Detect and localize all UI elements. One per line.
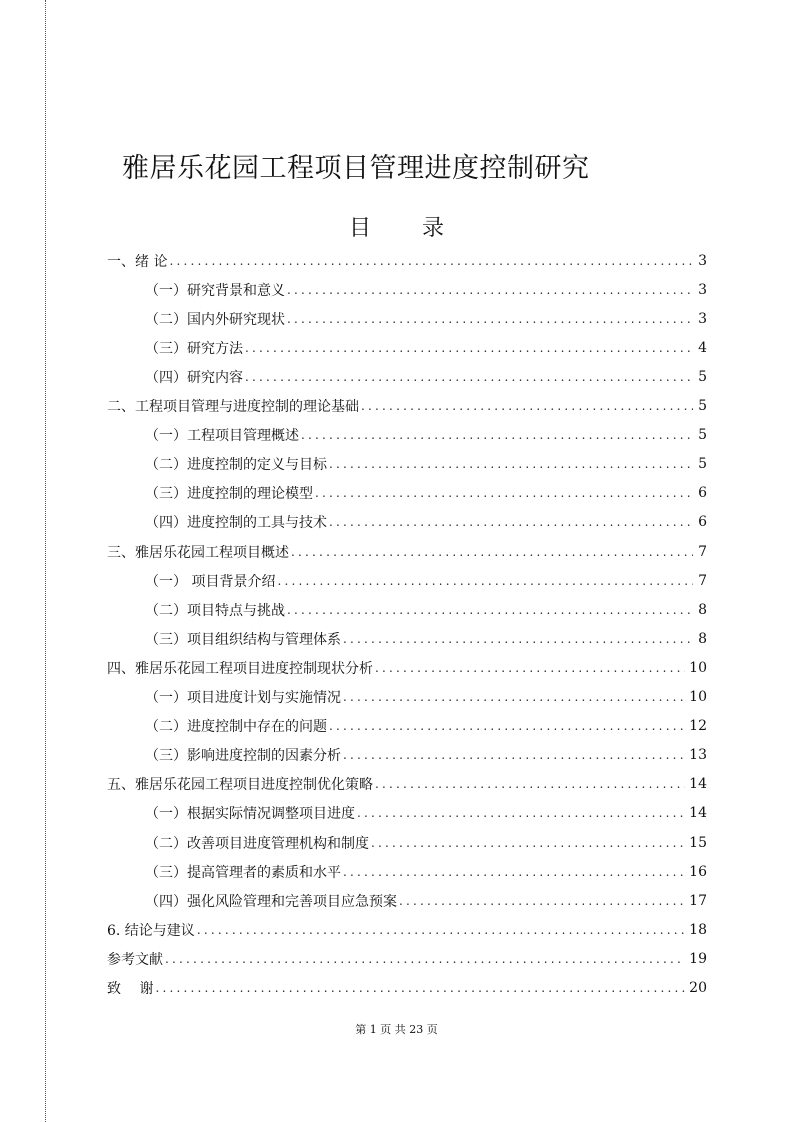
toc-entry[interactable] [107,944,707,973]
toc-entry[interactable] [107,915,707,944]
toc-entry-title: （二）进度控制中存在的问题 [145,719,327,736]
toc-leader-dots [343,689,685,705]
toc-entry-title: （四）研究内容 [145,369,243,386]
toc-entry[interactable] [145,362,707,391]
toc-page-number: 3 [698,281,707,298]
toc-page-number: 7 [698,572,707,589]
toc-leader-dots [287,311,693,327]
toc-page-number: 6 [698,514,707,531]
toc-entry-title: 一、绪 论 [107,253,168,270]
toc-leader-dots [197,922,685,938]
toc-leader-dots [329,456,693,472]
toc-entry-title: （二）改善项目进度管理机构和制度 [145,835,369,852]
toc-entry-title: （三）影响进度控制的因素分析 [145,748,341,765]
toc-leader-dots [375,776,685,792]
toc-entry-title: 参考文献 [107,951,163,968]
toc-leader-dots [155,980,685,996]
toc-page-number: 13 [689,747,707,764]
toc-entry[interactable] [145,304,707,333]
toc-leader-dots [343,864,685,880]
toc-leader-dots [399,893,685,909]
toc-page-number: 20 [689,980,707,996]
toc-page-number: 17 [689,892,707,909]
toc-page-number: 16 [689,863,707,880]
toc-page-number: 8 [698,601,707,618]
toc-page-number: 6 [698,485,707,502]
toc-leader-dots [361,398,693,414]
toc-entry[interactable] [107,537,707,566]
toc-entry-title: （一）根据实际情况调整项目进度 [145,806,355,823]
toc-entry-title: 五、雅居乐花园工程项目进度控制优化策略 [107,777,373,794]
toc-entry[interactable] [145,595,707,624]
toc-entry[interactable] [145,683,707,712]
toc-page-number: 15 [689,834,707,851]
toc-leader-dots [357,805,685,821]
toc-leader-dots [329,514,693,530]
toc-leader-dots [329,718,685,734]
toc-entry-title: （一）研究背景和意义 [145,282,285,299]
toc-entry[interactable] [145,566,707,595]
toc-entry-title: 二、工程项目管理与进度控制的理论基础 [107,399,359,415]
document-title: 雅居乐花园工程项目管理进度控制研究 [122,153,590,184]
toc-page-number: 3 [698,310,707,327]
toc-page-number: 7 [698,543,707,560]
toc-page-number: 5 [698,368,707,385]
toc-leader-dots [343,747,685,763]
toc-leader-dots [287,602,693,618]
toc-entry[interactable] [145,624,707,653]
toc-entry[interactable] [145,275,707,304]
toc-page-number: 19 [689,950,707,967]
toc-leader-dots [245,340,693,356]
toc-entry[interactable] [107,974,707,1003]
toc-page-number: 8 [698,630,707,647]
toc-entry[interactable] [145,886,707,915]
toc-entry-title: （三）提高管理者的素质和水平 [145,864,341,881]
toc-entry-title: （二）进度控制的定义与目标 [145,457,327,474]
toc-entry-title: 致 谢 [107,981,154,997]
toc-entry[interactable] [145,857,707,886]
toc-entry-title: （二）项目特点与挑战 [145,602,285,619]
toc-entry[interactable] [145,828,707,857]
toc-entry[interactable] [107,392,707,421]
toc-page-number: 4 [698,339,707,356]
toc-entry-title: （三）研究方法 [145,340,243,357]
toc-entry[interactable] [145,712,707,741]
toc-page-number: 10 [689,689,707,705]
toc-entry-title: 四、雅居乐花园工程项目进度控制现状分析 [107,660,373,677]
toc-leader-dots [291,544,693,560]
toc-entry-title: （三）进度控制的理论模型 [145,486,313,503]
toc-entry[interactable] [107,246,707,275]
toc-page-number: 5 [698,427,707,444]
toc-leader-dots [315,485,693,501]
toc-entry-title: （二）国内外研究现状 [145,311,285,328]
toc-page-number: 3 [698,252,707,269]
toc-entry[interactable] [145,479,707,508]
toc-leader-dots [371,835,685,851]
toc-entry-title: （四）进度控制的工具与技术 [145,515,327,532]
toc-page-number: 14 [689,776,707,793]
toc-leader-dots [375,660,685,676]
toc-entry-title: 三、雅居乐花园工程项目概述 [107,544,289,561]
toc-entry[interactable] [107,770,707,799]
toc-leader-dots [301,427,693,443]
toc-entry-title: （一） 项目背景介绍 [145,573,276,590]
toc-page-number: 18 [689,921,707,938]
toc-leader-dots [277,573,693,589]
toc-leader-dots [245,369,693,385]
toc-entry[interactable] [145,741,707,770]
toc-entry-title: 6. 结论与建议 [107,922,195,939]
toc-entry[interactable] [145,508,707,537]
toc-entry[interactable] [145,421,707,450]
toc-entry-title: （三）项目组织结构与管理体系 [145,631,341,648]
toc-heading: 目 录 [349,216,466,241]
toc-page-number: 14 [689,805,707,822]
toc-page-number: 5 [698,456,707,473]
toc-page-number: 10 [689,659,707,676]
page-footer: 第 1 页 共 23 页 [355,1023,438,1036]
toc-entry[interactable] [145,333,707,362]
toc-leader-dots [287,282,693,298]
toc-leader-dots [343,631,693,647]
toc-page-number: 5 [698,398,707,414]
toc-entry[interactable] [145,450,707,479]
toc-entry[interactable] [107,653,707,682]
toc-entry-title: （一）工程项目管理概述 [145,428,299,445]
toc-leader-dots [165,951,685,967]
toc-entry[interactable] [145,799,707,828]
binding-margin-line [45,0,46,1122]
toc-page-number: 12 [689,718,707,735]
toc-entry-title: （四）强化风险管理和完善项目应急预案 [145,893,397,910]
toc-entry-title: （一）项目进度计划与实施情况 [145,690,341,706]
toc-leader-dots [169,253,693,269]
